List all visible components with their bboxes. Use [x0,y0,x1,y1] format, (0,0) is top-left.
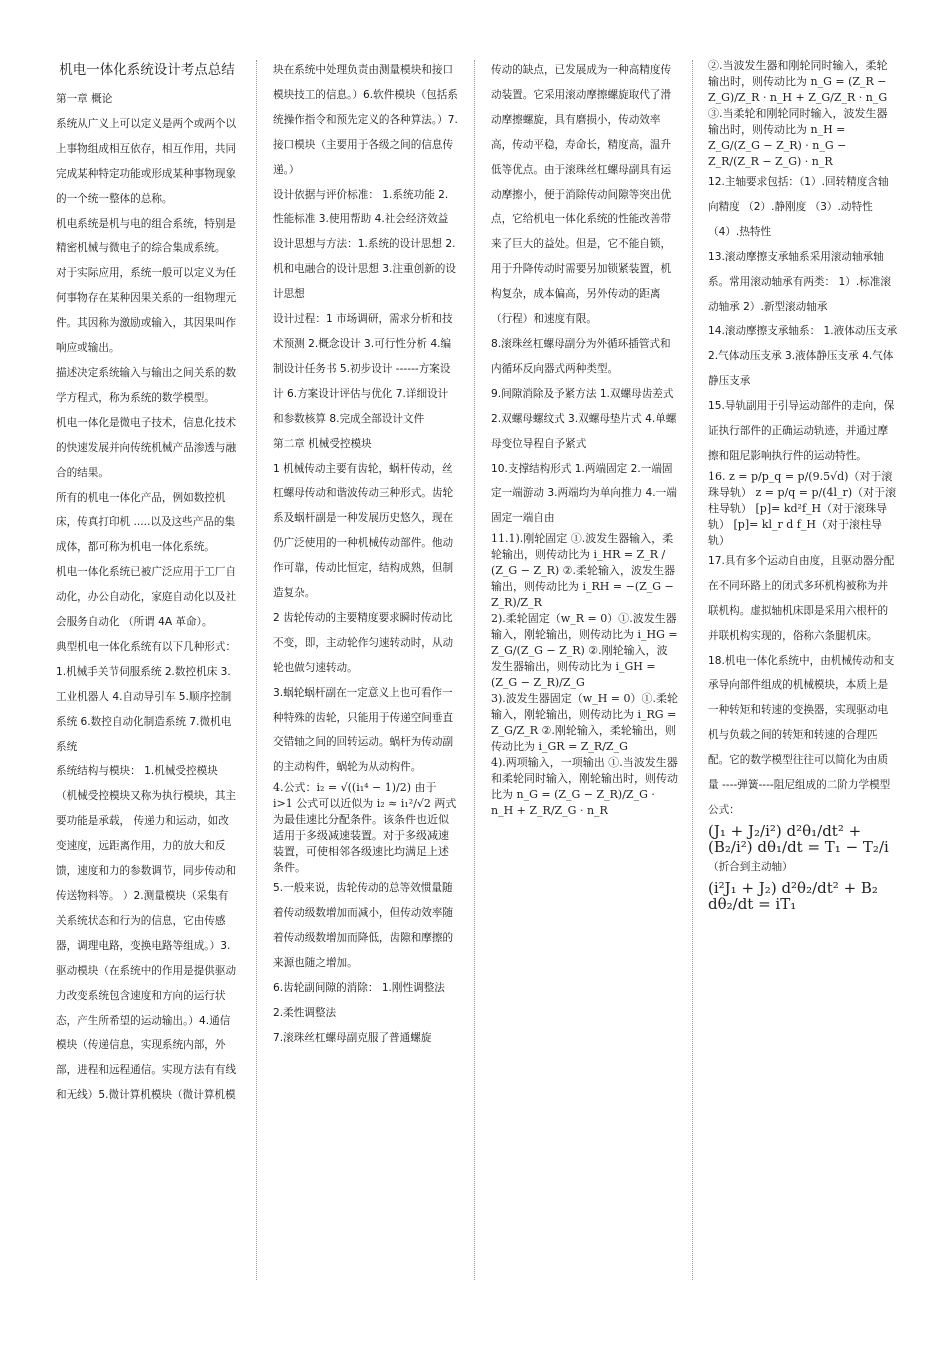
paragraph: 1 机械传动主要有齿轮，蜗杆传动，丝杠螺母传动和谐波传动三种形式。齿轮系及蜗杆副是一种发展历史悠久，现在仍广泛使用的一种机械传动部件。他动作可靠，传动比恒定，结构成熟，但制造复杂。 [273,462,454,600]
document-title: 机电一体化系统设计考点总结 [59,62,235,78]
paragraph: 对于实际应用，系统一般可以定义为任何事物存在某种因果关系的一组物理元件。其因称为激励或输入，其因果叫作响应或输出。 [56,267,237,355]
paragraph: 系统从广义上可以定义是两个或两个以上事物组成相互依存，相互作用，共同完成某种特定功能或形成某种事物现象的一个统一整体的总称。 [56,117,237,205]
paragraph: 3.蜗轮蜗杆副在一定意义上也可看作一种特殊的齿轮，只能用于传递空间垂直交错轴之间的回转运动。蜗杆为传动副的主动构件，蜗轮为从动构件。 [273,686,454,774]
formula-paragraph: 4.公式：i₂ = √((i₁⁴ − 1)/2) 由于 i>1 公式可以近似为 i₂ ≈ i₁²/√2 两式为最佳速比分配条件。该条件也近似适用于多级减速装置。对于多级减速装置，可使相邻各级速比均满足上述条件。 [273,781,457,875]
column-divider [474,60,475,1280]
paragraph: （折合到主动轴） [708,860,793,873]
column-divider [692,60,693,1280]
paragraph: 设计依据与评价标准： 1.系统功能 2.性能标准 3.使用帮助 4.社会经济效益 [273,188,449,226]
formula-paragraph: ③.当柔轮和刚轮同时输入，波发生器输出时，则传动比为 n_H = Z_G/(Z_G − Z_R) · n_G − Z_R/(Z_R − Z_G) · n_R [708,107,888,168]
column-divider [256,60,257,1280]
paragraph: 15.导轨副用于引导运动部件的走向，保证执行部件的正确运动轨迹，并通过摩擦和阻尼影响执行件的运动特性。 [708,400,895,462]
paragraph: 13.滚动摩擦支承轴系采用滚动轴承轴系。常用滚动轴承有两类： 1）.标准滚动轴承 2）.新型滚动轴承 [708,250,891,313]
column-1 [56,58,238,1108]
paragraph: 12.主轴要求包括：（1）.回转精度含轴向精度 （2）.静刚度 （3）.动特性 （4）.热特性 [708,176,889,238]
section-heading: 第二章 机械受控模块 [273,437,372,450]
column-2 [273,58,458,1051]
paragraph: 设计过程：1 市场调研，需求分析和技术预测 2.概念设计 3.可行性分析 4.编制设计任务书 5.初步设计 ------方案设计 6.方案设计评估与优化 7.详细设计和参数核算 8.完成全部设计文件 [273,313,453,425]
formula: (J₁ + J₂/i²) d²θ₁/dt² + (B₂/i²) dθ₁/dt = T₁ − T₂/i [708,821,889,856]
paragraph: 机电一体化系统已被广泛应用于工厂自动化，办公自动化，家庭自动化以及社会服务自动化 （所谓 4A 革命）。 [56,566,237,629]
paragraph: 系统结构与模块： 1.机械受控模块（机械受控模块又称为执行模块，其主要功能是承载， 传递力和运动，如改变速度，远距离作用，力的放大和反馈，速度和力的参数调节，同步传动和传送物料等。 ）2.测量模块（采集有关系统状态和行为的信息，它由传感器，调理电路，变换电路等组成。）3.驱动模块（在系统中的作用是提供驱动力改变系统包含速度和方向的运行状态，产生所希望的运动输出。）4.通信模块（传递信息，实现系统内部，外部，进程和远程通信。实现方法有有线和无线）5.微计算机模块（微计算机模 [56,765,237,1102]
formula-paragraph: 11.1).刚轮固定 ①.波发生器输入，柔轮输出，则传动比为 i_HR = Z_R / (Z_G − Z_R) ②.柔轮输入，波发生器输出，则传动比为 i_RH = −(Z_G − Z_R)/Z_R [491,532,676,610]
paragraph: 第一章 概论 [56,93,113,105]
paragraph: 块在系统中处理负责由测量模块和接口模块技工的信息。）6.软件模块（包括系统操作指令和预先定义的各种算法。）7.接口模块（主要用于各级之间的信息传递。） [273,64,458,176]
paragraph: 机电一体化是微电子技术，信息化技术的快速发展并向传统机械产品渗透与融合的结果。 [56,416,237,479]
paragraph: 14.滚动摩擦支承轴系： 1.液体动压支承 2.气体动压支承 3.液体静压支承 4.气体静压支承 [708,325,898,388]
formula-paragraph: 16. z = p/p_q = p/(9.5√d)（对于滚珠导轨） z = p/q = p/(4l_r)（对于滚柱导轨） [p]= kd²f_H（对于滚珠导轨） [p]= kl_r d f_H（对于滚柱导轨） [708,469,897,547]
paragraph: 17.具有多个运动自由度，且驱动器分配在不同环路上的闭式多环机构被称为并联机构。虚拟轴机床即是采用六根杆的并联机构实现的，俗称六条腿机床。 [708,554,895,642]
paragraph: 设计思想与方法：1.系统的设计思想 2.机和电融合的设计思想 3.注重创新的设计思想 [273,238,456,301]
paragraph: 机电系统是机与电的组合系统，特别是精密机械与微电子的综合集成系统。 [56,217,237,255]
paragraph: 6.齿轮副间隙的消除： 1.刚性调整法 2.柔性调整法 [273,981,445,1019]
paragraph: 7.滚珠丝杠螺母副克服了普通螺旋 [273,1031,432,1044]
paragraph: 2 齿轮传动的主要精度要求瞬时传动比不变，即，主动轮作匀速转动时，从动轮也做匀速转动。 [273,611,454,674]
paragraph: 描述决定系统输入与输出之间关系的数学方程式，称为系统的数学模型。 [56,366,237,404]
formula-paragraph: 4).两项输入，一项输出 ①.当波发生器和柔轮同时输入，刚轮输出时，则传动比为 n_G = (Z_G − Z_R)/Z_G · n_H + Z_R/Z_G · n_R [491,756,678,818]
paragraph: 典型机电一体化系统有以下几种形式：1.机械手关节伺服系统 2.数控机床 3.工业机器人 4.自动导引车 5.顺序控制系统 6.数控自动化制造系统 7.微机电系统 [56,640,237,753]
paragraph: 所有的机电一体化产品，例如数控机床，传真打印机 .....以及这些产品的集成体，都可称为机电一体化系统。 [56,491,236,554]
paragraph: 传动的缺点，已发展成为一种高精度传动装置。它采用滚动摩擦螺旋取代了滑动摩擦螺旋，具有磨损小，传动效率高，传动平稳，寿命长，精度高，温升低等优点。由于滚珠丝杠螺母副具有运动摩擦小，便于消除传动间隙等突出优点，它给机电一体化系统的性能改善带来了巨大的益处。但是，它不能自锁，用于升降传动时需要另加锁紧装置，机构复杂，成本偏高，另外传动的距离（行程）和速度有限。 [491,64,672,326]
paragraph: 5.一般来说，齿轮传动的总等效惯量随着传动级数增加而减小，但传动效率随着传动级数增加而降低，齿隙和摩擦的来源也随之增加。 [273,882,454,969]
formula-paragraph: 2).柔轮固定（w_R = 0）①.波发生器输入，刚轮输出，则传动比为 i_HG = Z_G/(Z_G − Z_R) ②.刚轮输入，波发生器输出，则传动比为 i_GH = (Z_G − Z_R)/Z_G [491,612,678,690]
paragraph: 8.滚珠丝杠螺母副分为外循环插管式和内循环反向器式两种类型。 [491,337,671,375]
formula-paragraph: ②.当波发生器和刚轮同时输入，柔轮输出时，则传动比为 n_G = (Z_R − Z_G)/Z_R · n_H + Z_G/Z_R · n_G [708,59,888,104]
column-3 [491,58,678,819]
column-4 [708,58,898,912]
paragraph: 18.机电一体化系统中，由机械传动和支承导向部件组成的机械模块，本质上是一种转矩和转速的变换器，实现驱动电机与负载之间的转矩和转速的合理匹配。它的数学模型往往可以简化为由质量 ----弹簧----阻尼组成的二阶力学模型 公式： [708,654,895,816]
formula-paragraph: 3).波发生器固定（w_H = 0）①.柔轮输入，刚轮输出，则传动比为 i_RG = Z_G/Z_R ②.刚轮输入，柔轮输出，则传动比为 i_GR = Z_R/Z_G [491,692,678,754]
formula: (i²J₁ + J₂) d²θ₂/dt² + B₂ dθ₂/dt = iT₁ [708,878,878,913]
paragraph: 9.间隙消除及予紧方法 1.双螺母齿差式 2.双螺母螺纹式 3.双螺母垫片式 4.单螺母变位导程自予紧式 [491,387,677,450]
paragraph: 10.支撑结构形式 1.两端固定 2.一端固定一端游动 3.两端均为单向推力 4.一端固定一端自由 [491,462,677,525]
